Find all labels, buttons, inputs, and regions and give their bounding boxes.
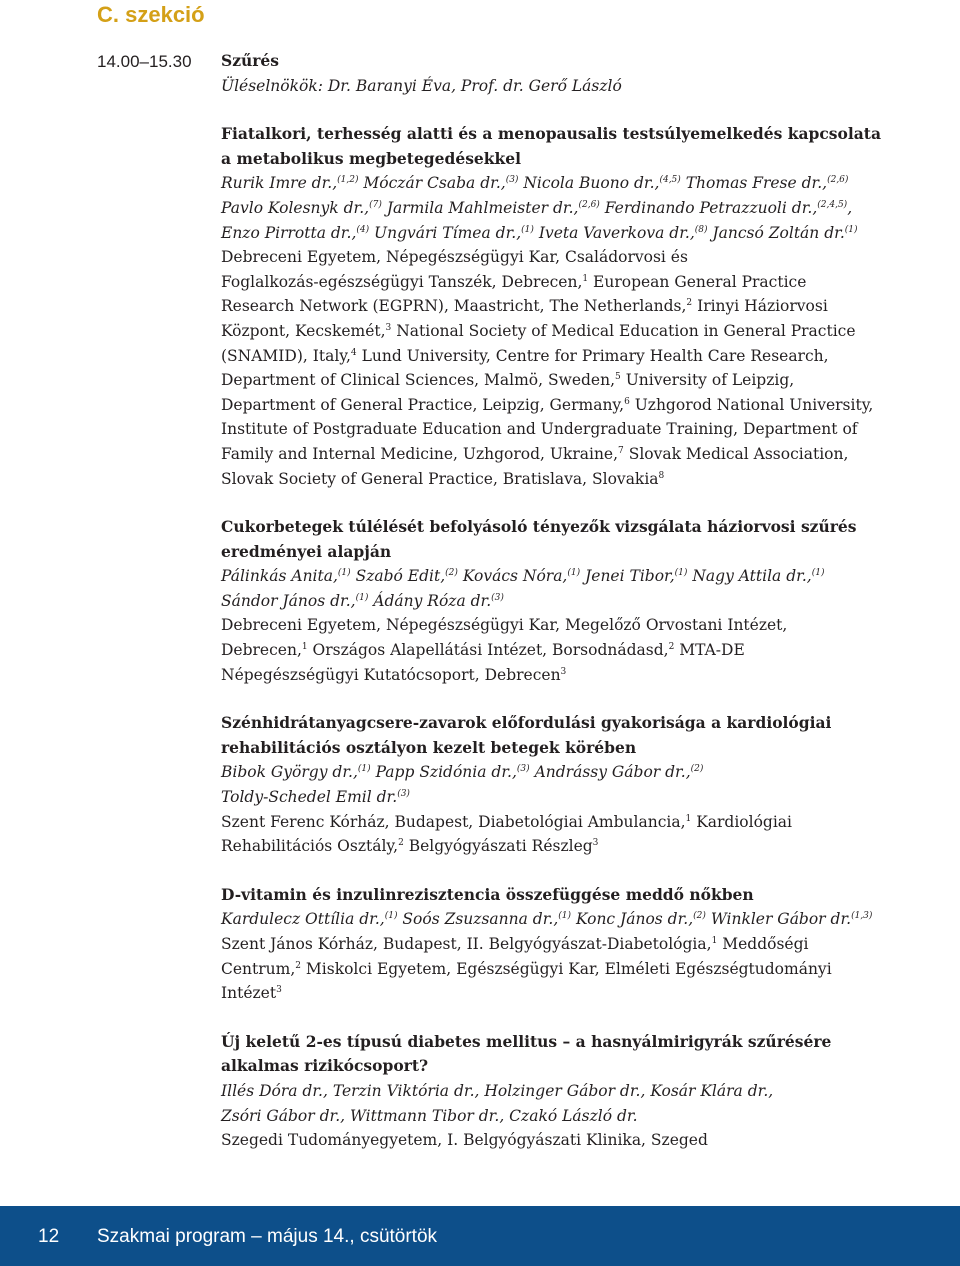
talk-title-line: rehabilitációs osztályon kezelt betegek körében: [221, 737, 637, 757]
talk-1: [221, 122, 911, 491]
talk-affiliation-line: Institute of Postgraduate Education and Undergraduate Training, Department of: [221, 420, 858, 439]
talk-affiliation-line: Debrecen,$^1$ Országos Alapellátási Intézet, Borsodnádasd,$^2$ MTA-DE: [221, 641, 745, 660]
footer-title: Szakmai program – május 14., csütörtök: [97, 1226, 438, 1247]
talk-affiliation-line: Szegedi Tudományegyetem, I. Belgyógyászati Klinika, Szeged: [221, 1131, 708, 1150]
talk-5: [221, 1030, 911, 1153]
session-chairs: Üléselnökök: Dr. Baranyi Éva, Prof. dr. Gerő László: [221, 76, 622, 95]
talk-affiliation-line: (SNAMID), Italy,$^4$ Lund University, Centre for Primary Health Care Research,: [221, 346, 829, 365]
talk-authors-line: Kardulecz Ottília dr.,$^{(1)}$ Soós Zsuzsanna dr.,$^{(1)}$ Konc János dr.,$^{(2)}$ Winkler Gábor dr.$^{(1,3)}$: [221, 910, 873, 929]
talk-title-line: eredményei alapján: [221, 541, 392, 561]
talk-affiliation-line: Research Network (EGPRN), Maastricht, The Netherlands,$^2$ Irinyi Háziorvosi: [221, 297, 828, 316]
page-number: 12: [38, 1226, 60, 1247]
talk-affiliation-line: Debreceni Egyetem, Népegészségügyi Kar, Megelőző Orvostani Intézet,: [221, 616, 788, 635]
talk-authors-line: Pavlo Kolesnyk dr.,$^{(7)}$ Jarmila Mahlmeister dr.,$^{(2,6)}$ Ferdinando Petrazzuoli dr.,$^{(2,4,5)}$,: [221, 198, 853, 217]
talk-affiliation-line: Szent János Kórház, Budapest, II. Belgyógyászat-Diabetológia,$^1$ Meddőségi: [221, 935, 809, 953]
section-title: C. szekció: [97, 2, 205, 27]
talk-title-line: Új keletű 2-es típusú diabetes mellitus – a hasnyálmirigyrák szűrésére: [221, 1031, 832, 1051]
talk-authors-line: Pálinkás Anita,$^{(1)}$ Szabó Edit,$^{(2)}$ Kovács Nóra,$^{(1)}$ Jenei Tibor,$^{(1)}$ Nagy Attila dr.,$^{(1)}$: [221, 567, 825, 586]
talk-affiliation-line: Debreceni Egyetem, Népegészségügyi Kar, Családorvosi és: [221, 248, 688, 267]
talk-title-line: alkalmas rizikócsoport?: [221, 1056, 429, 1076]
talk-affiliation-line: Foglalkozás-egészségügyi Tanszék, Debrecen,$^1$ European General Practice: [221, 272, 807, 291]
talk-title-line: a metabolikus megbetegedésekkel: [221, 148, 522, 168]
session-time: 14.00–15.30: [97, 52, 192, 71]
talk-authors-line: Sándor János dr.,$^{(1)}$ Ádány Róza dr.$^{(3)}$: [221, 591, 504, 610]
talk-affiliation-line: Központ, Kecskemét,$^3$ National Society of Medical Education in General Practice: [221, 321, 856, 340]
talk-title-line: Cukorbetegek túlélését befolyásoló tényezők vizsgálata háziorvosi szűrés: [221, 517, 857, 537]
talk-authors-line: Toldy-Schedel Emil dr.$^{(3)}$: [221, 788, 410, 807]
talk-authors-line: Rurik Imre dr.,$^{(1,2)}$ Móczár Csaba dr.,$^{(3)}$ Nicola Buono dr.,$^{(4,5)}$ Thomas Frese dr.,$^{(2,6)}$: [221, 174, 849, 193]
talk-title-line: Fiatalkori, terhesség alatti és a menopausalis testsúlyemelkedés kapcsolata: [221, 124, 881, 144]
talk-affiliation-line: Family and Internal Medicine, Uzhgorod, Ukraine,$^7$ Slovak Medical Association,: [221, 444, 849, 463]
program-content: [221, 49, 911, 1153]
page-footer: [0, 1206, 960, 1266]
talk-title-line: Szénhidrátanyagcsere-zavarok előfordulási gyakorisága a kardiológiai: [221, 713, 832, 733]
talk-affiliation-line: Slovak Society of General Practice, Bratislava, Slovakia$^8$: [221, 469, 665, 488]
talk-2: [221, 515, 911, 687]
talk-affiliation-line: Intézet$^3$: [221, 984, 282, 1003]
talk-3: [221, 711, 911, 859]
talk-affiliation-line: Szent Ferenc Kórház, Budapest, Diabetológiai Ambulancia,$^1$ Kardiológiai: [221, 812, 793, 831]
talk-4: [221, 883, 911, 1006]
talk-affiliation-line: Department of Clinical Sciences, Malmö, Sweden,$^5$ University of Leipzig,: [221, 371, 795, 390]
talk-title-line: D-vitamin és inzulinrezisztencia összefüggése meddő nőkben: [221, 884, 754, 904]
talk-affiliation-line: Department of General Practice, Leipzig, Germany,$^6$ Uzhgorod National University,: [221, 395, 874, 414]
talk-affiliation-line: Népegészségügyi Kutatócsoport, Debrecen$^3$: [221, 665, 567, 684]
talk-authors-line: Enzo Pirrotta dr.,$^{(4)}$ Ungvári Tímea dr.,$^{(1)}$ Iveta Vaverkova dr.,$^{(8)}$ Jancsó Zoltán dr.$^{(1)}$: [221, 223, 858, 242]
talk-affiliation-line: Centrum,$^2$ Miskolci Egyetem, Egészségügyi Kar, Elméleti Egészségtudományi: [221, 959, 832, 978]
talk-authors-line: Illés Dóra dr., Terzin Viktória dr., Holzinger Gábor dr., Kosár Klára dr.,: [221, 1081, 774, 1100]
session-title: Szűrés: [221, 51, 280, 70]
talk-authors-line: Bibok György dr.,$^{(1)}$ Papp Szidónia dr.,$^{(3)}$ Andrássy Gábor dr.,$^{(2)}$: [221, 763, 704, 782]
talk-affiliation-line: Rehabilitációs Osztály,$^2$ Belgyógyászati Részleg$^3$: [221, 837, 599, 856]
talk-authors-line: Zsóri Gábor dr., Wittmann Tibor dr., Czakó László dr.: [221, 1106, 638, 1125]
